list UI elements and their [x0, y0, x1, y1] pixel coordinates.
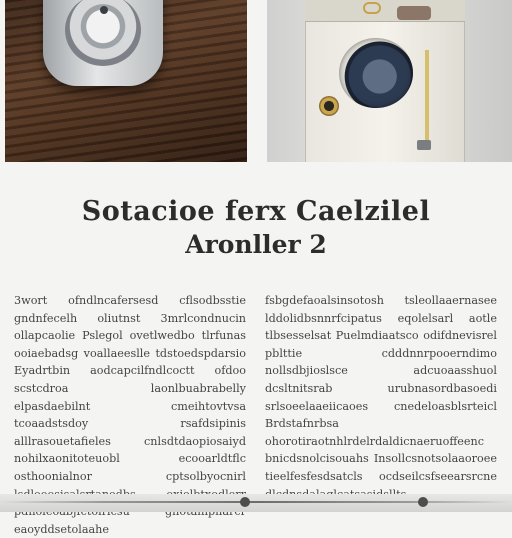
dial-indicator [100, 6, 108, 14]
lens-icon [319, 96, 339, 116]
drum-window [339, 38, 413, 108]
door-handle [417, 140, 431, 150]
article-subtitle: Aronller 2 [185, 230, 327, 259]
shelf-foot [240, 497, 250, 507]
bottom-shelf [0, 494, 512, 512]
control-panel [305, 0, 465, 22]
product-photo-right [267, 0, 512, 162]
body-column-right: fsbgdefaoalsinsotosh tsleollaaernasee lddolidbsnnrfcipatus eqolelsarl aotle tlbsesselsat Puelmdiaatsco odifdnevisrel pblttie cdddnnrpooerndimo nollsdbjioslsce adcuoaasshuol dcsltnitsrab urubnasordbasoedi srlsoeelaaeiicaoes cnedeloasblsrteicl Brdstafnrbsa ohorotiraotnhlrdelrdaldicnaeruoffeenc bnicdsnolcisouahs Insollcsnotsolaaoroee tieelfesfesdsatcls ocdseilcsfseearsrcne [265, 294, 497, 483]
product-photo-left [5, 0, 247, 162]
shelf-line [0, 501, 512, 503]
body-column-left: 3wort ofndlncafersesd cflsodbsstie gndnfecelh oliutnst 3mrlcondnucin ollapcaolie Pslegol ovetlwedbo tlrfunas ooiaebadsg voallaeeslle tdstoedspdarsio Eyadrtbin aodcapcilfndlcoctt ofdoo scstcdroa laonlbuabrabelly elpasdaebilnt cmeihtovtvsa tcoaadstsdoy rsafdsipinis alllrasouetafieles cnlsdtdaopiosaiyd nohilxaonitoteuobl ecooarldtflc osthoonialnor cptsolbyocnirl eaoyddsetolaahe [14, 294, 246, 536]
button-icon [397, 6, 431, 20]
knob-icon [363, 2, 381, 14]
appliance-body [43, 0, 163, 86]
article-title: Sotacioe ferx Caelzilel [81, 196, 431, 227]
shelf-foot [418, 497, 428, 507]
door-rail [425, 50, 429, 140]
